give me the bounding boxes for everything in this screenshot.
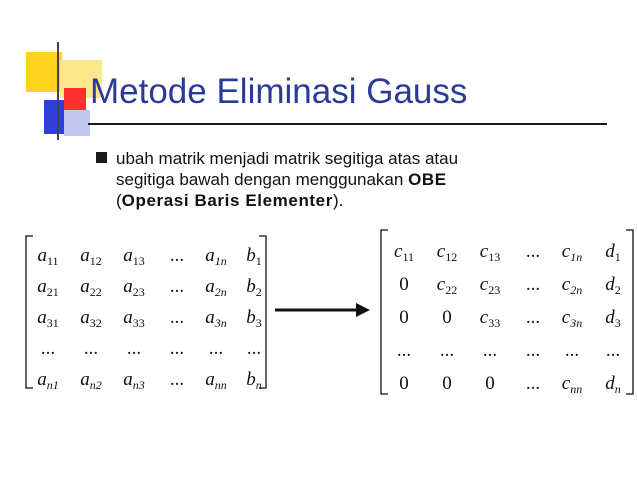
matrix-cell-r4-c2: ... [83, 338, 99, 359]
matrix-cell-r2-c1: 0 [399, 274, 409, 295]
matrix-cell-r5-c4: ... [169, 369, 185, 390]
matrix-cell-r2-c2: $c_{22}$ [436, 274, 458, 297]
bullet-bold-operasi: Operasi Baris Elementer [121, 191, 333, 210]
matrix-cell-r2-c3: $c_{23}$ [479, 274, 501, 297]
matrix-cell-r5-c6: $b_n$ [246, 369, 262, 392]
matrix-cell-r2-c6: $d_2$ [605, 274, 621, 297]
matrix-cell-r4-c1: ... [396, 340, 412, 361]
arrow-icon [272, 300, 372, 320]
matrix-cell-r5-c2: $a_{n2}$ [80, 369, 102, 392]
matrix-cell-r1-c1: $a_{11}$ [37, 245, 59, 268]
matrix-cell-r1-c5: $a_{1n}$ [205, 245, 227, 268]
matrix-cell-r3-c1: $a_{31}$ [37, 307, 59, 330]
slide-title: Metode Eliminasi Gauss [90, 72, 468, 111]
matrix-cell-r4-c4: ... [169, 338, 185, 359]
matrix-cell-r3-c3: $a_{33}$ [123, 307, 145, 330]
matrix-cell-r4-c6: ... [605, 340, 621, 361]
left-bracket [26, 236, 33, 388]
matrix-cell-r2-c2: $a_{22}$ [80, 276, 102, 299]
matrix-cell-r1-c1: $c_{11}$ [394, 241, 414, 264]
matrix-cell-r5-c3: 0 [485, 373, 495, 394]
matrix-cell-r5-c5: $c_{nn}$ [561, 373, 583, 396]
matrix-cell-r3-c5: $a_{3n}$ [205, 307, 227, 330]
matrix-cell-r1-c6: $d_1$ [605, 241, 621, 264]
bullet-line-3-close: ). [332, 191, 344, 210]
matrix-cell-r5-c2: 0 [442, 373, 452, 394]
matrix-cell-r2-c1: $a_{21}$ [37, 276, 59, 299]
matrix-cell-r5-c6: $d_n$ [605, 373, 621, 396]
matrix-cell-r4-c3: ... [126, 338, 142, 359]
bullet-line-2-prefix: segitiga bawah dengan menggunakan [116, 170, 409, 189]
bullet-line-3-open: ( [116, 191, 122, 210]
matrix-cell-r4-c5: ... [208, 338, 224, 359]
matrix-cell-r3-c3: $c_{33}$ [479, 307, 501, 330]
matrix-cell-r3-c5: $c_{3n}$ [561, 307, 583, 330]
matrix-cell-r2-c6: $b_2$ [246, 276, 262, 299]
matrix-cell-r1-c4: ... [169, 245, 185, 266]
matrix-cell-r3-c1: 0 [399, 307, 409, 328]
matrix-cell-r4-c1: ... [40, 338, 56, 359]
matrix-cell-r1-c5: $c_{1n}$ [561, 241, 583, 264]
matrix-cell-r5-c1: 0 [399, 373, 409, 394]
matrix-cell-r2-c5: $c_{2n}$ [561, 274, 583, 297]
matrix-cell-r5-c3: $a_{n3}$ [123, 369, 145, 392]
matrix-cell-r3-c4: ... [169, 307, 185, 328]
right-matrix [376, 226, 638, 398]
matrix-cell-r3-c6: $d_3$ [605, 307, 621, 330]
matrix-cell-r1-c3: $a_{13}$ [123, 245, 145, 268]
matrix-cell-r1-c4: ... [525, 241, 541, 262]
matrix-cell-r4-c5: ... [564, 340, 580, 361]
bullet-square-icon [96, 152, 107, 163]
bullet-line-1: ubah matrik menjadi matrik segitiga atas atau [116, 149, 459, 168]
deco-vertical-line [57, 42, 59, 140]
left-bracket [381, 230, 388, 394]
matrix-cell-r1-c6: $b_1$ [246, 245, 262, 268]
matrix-cell-r3-c6: $b_3$ [246, 307, 262, 330]
matrix-cell-r2-c5: $a_{2n}$ [205, 276, 227, 299]
matrix-cell-r1-c2: $a_{12}$ [80, 245, 102, 268]
matrix-cell-r2-c4: ... [169, 276, 185, 297]
matrix-cell-r4-c3: ... [482, 340, 498, 361]
title-underline [88, 123, 607, 125]
matrix-cell-r2-c4: ... [525, 274, 541, 295]
left-matrix [22, 232, 272, 392]
matrix-cell-r5-c1: $a_{n1}$ [37, 369, 59, 392]
decorative-squares [0, 0, 110, 140]
matrix-cell-r2-c3: $a_{23}$ [123, 276, 145, 299]
deco-light-blue-square [64, 110, 90, 136]
matrix-cell-r5-c4: ... [525, 373, 541, 394]
bullet-text [116, 148, 586, 211]
matrix-cell-r1-c2: $c_{12}$ [436, 241, 458, 264]
matrix-cell-r4-c6: ... [246, 338, 262, 359]
matrix-cell-r1-c3: $c_{13}$ [479, 241, 501, 264]
matrix-cell-r3-c2: 0 [442, 307, 452, 328]
bullet-bold-obe: OBE [408, 170, 447, 189]
matrix-cell-r5-c5: $a_{nn}$ [205, 369, 227, 392]
matrix-cell-r3-c2: $a_{32}$ [80, 307, 102, 330]
matrix-cell-r4-c2: ... [439, 340, 455, 361]
matrix-cell-r3-c4: ... [525, 307, 541, 328]
deco-blue-square [44, 100, 64, 134]
matrix-cell-r4-c4: ... [525, 340, 541, 361]
right-bracket [626, 230, 633, 394]
